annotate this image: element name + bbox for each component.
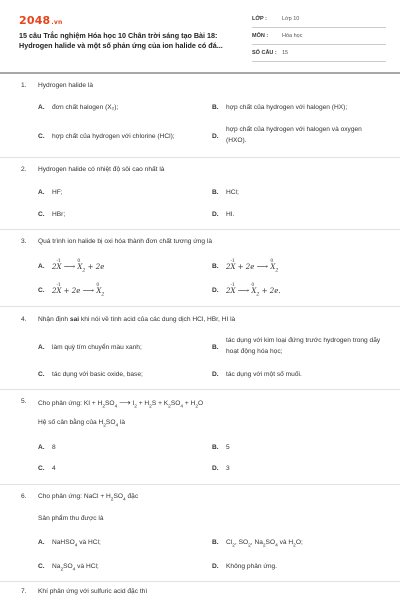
option-letter[interactable]: D. xyxy=(212,371,219,378)
option-text[interactable]: làm quỳ tím chuyển màu xanh; xyxy=(52,344,142,351)
option-letter[interactable]: A. xyxy=(38,104,45,111)
option-text[interactable]: HCl; xyxy=(226,189,239,196)
question-number: 6. xyxy=(21,493,27,500)
option-letter[interactable]: A. xyxy=(38,263,45,270)
page-title: 15 câu Trắc nghiệm Hóa học 10 Chân trời sáng tạo Bài 18: Hydrogen halide và một số phản ứng của ion halide có đá... xyxy=(19,31,223,50)
option-text[interactable]: 8 xyxy=(52,444,56,451)
option-letter[interactable]: A. xyxy=(38,539,45,546)
question-divider xyxy=(0,306,400,307)
question-text: Hydrogen halide là xyxy=(38,82,93,89)
option-equation[interactable]: 2X -1 ⟶ X 0 $_2$ + 2e xyxy=(52,259,105,274)
option-letter[interactable]: C. xyxy=(38,287,45,294)
question-text: Nhận định sai khi nói về tính acid của các dung dịch HCl, HBr, HI là xyxy=(38,316,236,323)
option-text[interactable]: 5 xyxy=(226,444,230,451)
option-letter[interactable]: C. xyxy=(38,133,45,140)
option-text[interactable]: HF; xyxy=(52,189,63,196)
meta-count-row xyxy=(252,48,386,62)
question-text: Cho phản ứng: KI + $H_2SO_4$ ⟶ $I_2 + H_2S + K_2SO_4 + H_2O$ xyxy=(38,398,204,410)
option-text[interactable]: $Cl_2$, $SO_2$, $Na_2SO_4$ và $H_2O$; xyxy=(226,539,303,549)
option-letter[interactable]: B. xyxy=(212,539,219,546)
option-text[interactable]: hợp chất của hydrogen với chlorine (HCl); xyxy=(52,133,175,140)
option-letter[interactable]: C. xyxy=(38,563,45,570)
question-number: 5. xyxy=(21,398,27,405)
option-letter[interactable]: B. xyxy=(212,263,219,270)
question-text: Quá trình ion halide bị oxi hóa thành đơn chất tương ứng là xyxy=(38,238,213,245)
class-label: LỚP : xyxy=(252,16,267,22)
option-letter[interactable]: C. xyxy=(38,371,45,378)
option-text[interactable]: hợp chất của hydrogen với halogen (HX); xyxy=(226,104,348,111)
option-letter[interactable]: D. xyxy=(212,465,219,472)
question-number: 3. xyxy=(21,238,27,245)
count-label: SỐ CÂU : xyxy=(252,50,277,56)
meta-class-row xyxy=(252,14,386,28)
option-letter[interactable]: B. xyxy=(212,444,219,451)
question-subtext: Sản phẩm thu được là xyxy=(38,515,104,522)
question-number: 7. xyxy=(21,588,27,595)
option-text[interactable]: $Na_2SO_4$ và HCl; xyxy=(52,563,99,573)
option-text[interactable]: tác dụng với một số muối. xyxy=(226,371,302,378)
page-header xyxy=(0,0,400,72)
question-text: Khí phản ứng với sulfuric acid đặc thì xyxy=(38,588,148,595)
option-equation[interactable]: 2X -1 + 2e ⟶ X 0 $_2$ xyxy=(52,283,105,298)
option-letter[interactable]: D. xyxy=(212,563,219,570)
option-letter[interactable]: A. xyxy=(38,344,45,351)
option-text[interactable]: 3 xyxy=(226,465,230,472)
option-letter[interactable]: B. xyxy=(212,104,219,111)
option-letter[interactable]: B. xyxy=(212,344,219,351)
option-text[interactable]: tác dụng với kim loại đứng trước hydrogen trong dãy hoạt động hóa học; xyxy=(226,337,381,355)
option-equation[interactable]: 2X -1 + 2e ⟶ X 0 $_2$ xyxy=(226,259,279,274)
subject-label: MÔN : xyxy=(252,33,269,39)
option-text[interactable]: 4 xyxy=(52,465,56,472)
question-subtext: Hệ số cân bằng của $H_2SO_4$ là xyxy=(38,419,126,429)
question-divider xyxy=(0,581,400,582)
site-logo[interactable]: 2048.vn xyxy=(19,14,63,27)
option-text[interactable]: HBr; xyxy=(52,211,66,218)
question-divider xyxy=(0,389,400,390)
question-text: Cho phản ứng: NaCl + $H_2SO_4$ đặc xyxy=(38,493,139,503)
header-divider xyxy=(0,72,400,74)
option-letter[interactable]: A. xyxy=(38,444,45,451)
option-equation[interactable]: 2X -1 ⟶ X 0 $_2$ + 2e. xyxy=(226,283,281,298)
question-divider xyxy=(0,157,400,158)
question-number: 2. xyxy=(21,166,27,173)
question-number: 1. xyxy=(21,82,27,89)
meta-subject-row xyxy=(252,31,386,45)
option-letter[interactable]: A. xyxy=(38,189,45,196)
option-text[interactable]: NaHSO$_4$ và HCl; xyxy=(52,539,101,549)
option-letter[interactable]: D. xyxy=(212,133,219,140)
option-letter[interactable]: D. xyxy=(212,211,219,218)
question-text: Hydrogen halide có nhiệt độ sôi cao nhất là xyxy=(38,166,165,173)
subject-value: Hóa học xyxy=(282,33,303,39)
question-number: 4. xyxy=(21,316,27,323)
class-value: Lớp 10 xyxy=(282,16,300,22)
option-letter[interactable]: D. xyxy=(212,287,219,294)
question-divider xyxy=(0,484,400,485)
option-letter[interactable]: C. xyxy=(38,211,45,218)
question-divider xyxy=(0,229,400,230)
meta-info xyxy=(252,14,386,65)
option-text[interactable]: đơn chất halogen (X₂); xyxy=(52,104,119,111)
option-text[interactable]: Không phản ứng. xyxy=(226,563,277,570)
count-value: 15 xyxy=(282,50,289,56)
option-letter[interactable]: B. xyxy=(212,189,219,196)
option-text[interactable]: hợp chất của hydrogen với halogen và oxygen (HXO). xyxy=(226,126,362,144)
option-text[interactable]: HI. xyxy=(226,211,235,218)
option-text[interactable]: tác dụng với basic oxide, base; xyxy=(52,371,143,378)
option-letter[interactable]: C. xyxy=(38,465,45,472)
